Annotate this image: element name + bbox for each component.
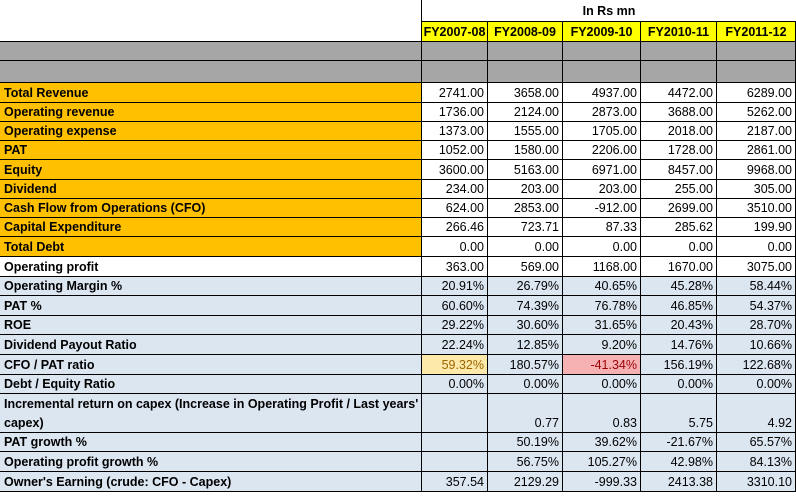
row-value[interactable]: 2853.00 xyxy=(488,199,563,218)
year-header-4[interactable]: FY2010-11 xyxy=(641,22,717,42)
row-value[interactable]: 84.13% xyxy=(717,452,796,472)
row-value[interactable]: 0.00% xyxy=(488,375,563,394)
row-value[interactable]: 1705.00 xyxy=(563,122,641,141)
row-value[interactable]: 2413.38 xyxy=(641,472,717,492)
row-value[interactable]: 2206.00 xyxy=(563,141,641,160)
row-value[interactable]: 357.54 xyxy=(422,472,488,492)
row-value[interactable]: 1580.00 xyxy=(488,141,563,160)
title-blank-cell xyxy=(0,0,422,22)
row-value[interactable]: 4472.00 xyxy=(641,83,717,103)
row-value[interactable]: 3688.00 xyxy=(641,103,717,122)
row-label[interactable]: Total Debt xyxy=(0,237,422,257)
row-label[interactable]: Equity xyxy=(0,160,422,180)
row-value[interactable]: 74.39% xyxy=(488,296,563,316)
year-header-2[interactable]: FY2008-09 xyxy=(488,22,563,42)
year-header-1[interactable]: FY2007-08 xyxy=(422,22,488,42)
row-value[interactable]: 1736.00 xyxy=(422,103,488,122)
row-value[interactable]: 58.44% xyxy=(717,277,796,296)
row-value[interactable]: 20.91% xyxy=(422,277,488,296)
row-label[interactable]: Dividend Payout Ratio xyxy=(0,335,422,355)
row-label[interactable]: Owner's Earning (crude: CFO - Capex) xyxy=(0,472,422,492)
table-row xyxy=(0,472,796,492)
gray-band-cell[interactable] xyxy=(0,42,422,61)
units-title: In Rs mn xyxy=(422,0,796,22)
gray-band-cell[interactable] xyxy=(488,61,563,83)
row-value[interactable]: 203.00 xyxy=(488,180,563,199)
row-value[interactable]: 363.00 xyxy=(422,257,488,277)
row-label[interactable]: PAT growth % xyxy=(0,433,422,452)
row-value[interactable]: 30.60% xyxy=(488,316,563,335)
row-value[interactable]: 0.83 xyxy=(563,394,641,433)
gray-band-cell[interactable] xyxy=(717,42,796,61)
row-value[interactable]: 0.00% xyxy=(422,375,488,394)
row-label[interactable]: ROE xyxy=(0,316,422,335)
row-value[interactable]: 105.27% xyxy=(563,452,641,472)
row-value[interactable]: 2018.00 xyxy=(641,122,717,141)
row-value[interactable]: 3600.00 xyxy=(422,160,488,180)
row-value[interactable]: 28.70% xyxy=(717,316,796,335)
row-value[interactable]: -912.00 xyxy=(563,199,641,218)
row-value[interactable]: 5.75 xyxy=(641,394,717,433)
table-row xyxy=(0,83,796,103)
row-value[interactable]: 203.00 xyxy=(563,180,641,199)
row-label[interactable]: PAT % xyxy=(0,296,422,316)
row-value[interactable]: 42.98% xyxy=(641,452,717,472)
row-value[interactable]: 1373.00 xyxy=(422,122,488,141)
row-value[interactable] xyxy=(422,433,488,452)
row-value[interactable]: 0.00 xyxy=(563,237,641,257)
table-row xyxy=(0,296,796,316)
table-row xyxy=(0,452,796,472)
row-value[interactable]: 45.28% xyxy=(641,277,717,296)
row-value[interactable]: 3075.00 xyxy=(717,257,796,277)
row-value[interactable]: 0.77 xyxy=(488,394,563,433)
row-value[interactable]: 2699.00 xyxy=(641,199,717,218)
row-value[interactable]: 0.00% xyxy=(717,375,796,394)
row-value[interactable]: 6289.00 xyxy=(717,83,796,103)
row-value[interactable]: 3658.00 xyxy=(488,83,563,103)
row-value[interactable]: -999.33 xyxy=(563,472,641,492)
row-value[interactable]: 22.24% xyxy=(422,335,488,355)
row-value[interactable]: 50.19% xyxy=(488,433,563,452)
row-value[interactable]: 0.00 xyxy=(641,237,717,257)
row-label[interactable]: Capital Expenditure xyxy=(0,218,422,237)
row-value[interactable]: 122.68% xyxy=(717,355,796,375)
gray-band-cell[interactable] xyxy=(563,42,641,61)
row-value[interactable]: 56.75% xyxy=(488,452,563,472)
gray-band-cell[interactable] xyxy=(488,42,563,61)
table-row xyxy=(0,122,796,141)
title-row xyxy=(0,0,796,22)
gray-band-cell[interactable] xyxy=(563,61,641,83)
gray-band-cell[interactable] xyxy=(641,42,717,61)
row-label[interactable]: Operating profit xyxy=(0,257,422,277)
gray-band-cell[interactable] xyxy=(641,61,717,83)
table-row xyxy=(0,394,796,433)
table-row xyxy=(0,237,796,257)
year-header-row xyxy=(0,22,796,42)
row-label[interactable]: Cash Flow from Operations (CFO) xyxy=(0,199,422,218)
table-row xyxy=(0,218,796,237)
row-label[interactable]: Operating expense xyxy=(0,122,422,141)
row-value[interactable]: 31.65% xyxy=(563,316,641,335)
row-value[interactable]: 723.71 xyxy=(488,218,563,237)
row-value[interactable]: 14.76% xyxy=(641,335,717,355)
row-value[interactable]: 2124.00 xyxy=(488,103,563,122)
row-value[interactable]: 46.85% xyxy=(641,296,717,316)
row-value[interactable]: 0.00 xyxy=(488,237,563,257)
table-row xyxy=(0,433,796,452)
row-value[interactable]: -41.34% xyxy=(563,355,641,375)
gray-band-2 xyxy=(0,61,796,83)
table-row xyxy=(0,335,796,355)
year-header-5[interactable]: FY2011-12 xyxy=(717,22,796,42)
row-value[interactable]: 156.19% xyxy=(641,355,717,375)
row-value[interactable]: 3510.00 xyxy=(717,199,796,218)
row-value[interactable]: 1168.00 xyxy=(563,257,641,277)
row-value[interactable]: 87.33 xyxy=(563,218,641,237)
row-value[interactable]: 8457.00 xyxy=(641,160,717,180)
row-value[interactable]: 40.65% xyxy=(563,277,641,296)
gray-band-1 xyxy=(0,42,796,61)
table-row xyxy=(0,257,796,277)
row-value[interactable]: 0.00 xyxy=(422,237,488,257)
table-row xyxy=(0,141,796,160)
gray-band-cell[interactable] xyxy=(422,42,488,61)
row-value[interactable]: 0.00% xyxy=(641,375,717,394)
row-label[interactable]: Operating revenue xyxy=(0,103,422,122)
row-label[interactable]: Operating Margin % xyxy=(0,277,422,296)
row-value[interactable]: 4.92 xyxy=(717,394,796,433)
row-value[interactable]: 255.00 xyxy=(641,180,717,199)
row-value[interactable]: 1052.00 xyxy=(422,141,488,160)
row-value[interactable]: -21.67% xyxy=(641,433,717,452)
table-row xyxy=(0,103,796,122)
row-value[interactable]: 9.20% xyxy=(563,335,641,355)
table-row xyxy=(0,375,796,394)
row-value[interactable]: 10.66% xyxy=(717,335,796,355)
row-value[interactable]: 6971.00 xyxy=(563,160,641,180)
row-value[interactable]: 1555.00 xyxy=(488,122,563,141)
row-label[interactable]: Operating profit growth % xyxy=(0,452,422,472)
row-value[interactable] xyxy=(422,452,488,472)
year-header-3[interactable]: FY2009-10 xyxy=(563,22,641,42)
row-label[interactable]: Dividend xyxy=(0,180,422,199)
row-value[interactable]: 285.62 xyxy=(641,218,717,237)
row-value[interactable]: 54.37% xyxy=(717,296,796,316)
row-label[interactable]: CFO / PAT ratio xyxy=(0,355,422,375)
table-row xyxy=(0,199,796,218)
row-value[interactable]: 569.00 xyxy=(488,257,563,277)
row-value[interactable]: 199.90 xyxy=(717,218,796,237)
row-value[interactable]: 2187.00 xyxy=(717,122,796,141)
row-value[interactable]: 305.00 xyxy=(717,180,796,199)
row-value[interactable]: 5262.00 xyxy=(717,103,796,122)
row-value[interactable]: 9968.00 xyxy=(717,160,796,180)
row-value[interactable]: 5163.00 xyxy=(488,160,563,180)
row-value[interactable]: 12.85% xyxy=(488,335,563,355)
table-row xyxy=(0,316,796,335)
row-value[interactable]: 65.57% xyxy=(717,433,796,452)
table-row xyxy=(0,277,796,296)
gray-band-cell[interactable] xyxy=(0,61,422,83)
header-blank-cell[interactable] xyxy=(0,22,422,42)
table-row xyxy=(0,160,796,180)
row-value[interactable]: 4937.00 xyxy=(563,83,641,103)
row-value[interactable]: 2873.00 xyxy=(563,103,641,122)
row-value[interactable]: 60.60% xyxy=(422,296,488,316)
row-label[interactable]: Total Revenue xyxy=(0,83,422,103)
row-value[interactable]: 26.79% xyxy=(488,277,563,296)
gray-band-cell[interactable] xyxy=(717,61,796,83)
row-label[interactable]: PAT xyxy=(0,141,422,160)
row-value[interactable]: 2129.29 xyxy=(488,472,563,492)
row-value[interactable]: 76.78% xyxy=(563,296,641,316)
row-value[interactable]: 0.00% xyxy=(563,375,641,394)
row-value[interactable]: 624.00 xyxy=(422,199,488,218)
row-value[interactable]: 1728.00 xyxy=(641,141,717,160)
row-value[interactable]: 2741.00 xyxy=(422,83,488,103)
row-value[interactable]: 3310.10 xyxy=(717,472,796,492)
row-value[interactable]: 0.00 xyxy=(717,237,796,257)
row-label[interactable]: Incremental return on capex (Increase in Operating Profit / Last years' capex) xyxy=(0,394,422,433)
row-value[interactable]: 29.22% xyxy=(422,316,488,335)
table-row xyxy=(0,180,796,199)
row-label[interactable]: Debt / Equity Ratio xyxy=(0,375,422,394)
row-value[interactable]: 20.43% xyxy=(641,316,717,335)
row-value[interactable]: 1670.00 xyxy=(641,257,717,277)
gray-band-cell[interactable] xyxy=(422,61,488,83)
row-value[interactable]: 234.00 xyxy=(422,180,488,199)
row-value[interactable]: 180.57% xyxy=(488,355,563,375)
row-value[interactable]: 266.46 xyxy=(422,218,488,237)
row-value[interactable]: 59.32% xyxy=(422,355,488,375)
table-row xyxy=(0,355,796,375)
row-value[interactable]: 39.62% xyxy=(563,433,641,452)
row-value[interactable] xyxy=(422,394,488,433)
row-value[interactable]: 2861.00 xyxy=(717,141,796,160)
